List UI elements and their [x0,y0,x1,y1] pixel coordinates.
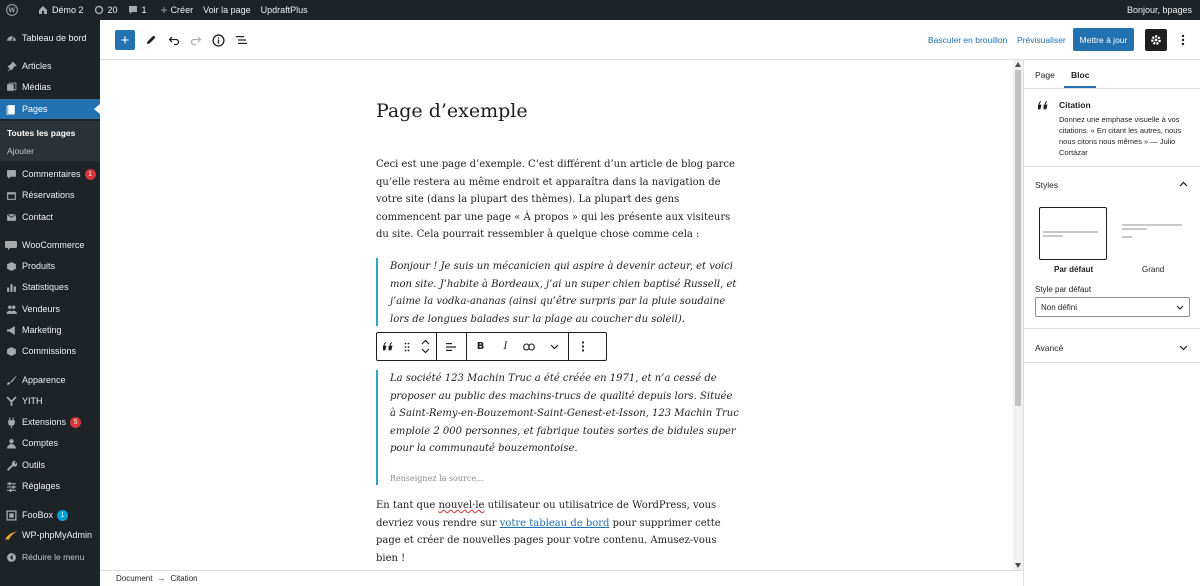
site-name-link[interactable] [33,0,89,20]
menu-label: Réduire le menu [22,552,85,562]
spellcheck-word: nouvel·le [438,500,485,511]
database-icon [0,530,22,541]
menu-woocommerce[interactable] [0,235,100,255]
italic-button[interactable]: I [503,341,508,352]
plugins-badge: 5 [70,417,81,428]
menu-stats[interactable] [0,277,100,297]
menu-products[interactable] [0,256,100,276]
yith-icon [0,396,22,407]
editor-toolbar [100,20,1200,60]
update-button[interactable]: Mettre à jour [1073,28,1134,51]
menu-users[interactable] [0,433,100,453]
menu-plugins[interactable] [0,412,100,432]
quote-icon[interactable] [377,333,400,360]
link-icon[interactable] [517,333,540,360]
undo-icon[interactable] [164,30,184,50]
menu-label: YITH [22,396,43,406]
redo-icon[interactable] [186,30,206,50]
updraft-link[interactable]: UpdraftPlus [260,5,308,15]
preview-line [1043,235,1063,237]
wp-logo[interactable] [0,0,27,20]
menu-label: Vendeurs [22,304,61,314]
preview-line [1122,224,1182,226]
menu-media[interactable] [0,77,100,97]
preview-line [1122,236,1132,238]
quote-text[interactable]: La société 123 Machin Truc a été créée en 1971, et n’a cessé de proposer au public des machins-trucs de qualité depuis lors. Située à Saint-Remy-en-Bouzemont-Saint-Genest-et-Isson, 123 Machin Truc emploie 2 000 personnes, et fabrique toutes sortes de bidules super pour la communauté bouzemontoise. [390,373,739,454]
menu-label: WP-phpMyAdmin [22,530,93,540]
select-value: Non défini [1041,303,1078,312]
chevron-down-icon [1176,305,1184,310]
menu-phpmyadmin[interactable] [0,525,100,545]
vendors-icon [0,304,22,315]
menu-label: Articles [22,61,52,71]
chevron-down-icon [1179,345,1188,351]
menu-label: Apparence [22,375,66,385]
foobox-badge: 1 [57,510,68,521]
foobox-icon [0,510,22,521]
preview-line [1122,228,1147,230]
menu-label: Commissions [22,346,77,356]
citation-placeholder[interactable]: Renseignez la source… [390,473,485,483]
view-page-link[interactable]: Voir la page [203,5,251,15]
collapse-menu[interactable] [0,547,100,567]
preview-button[interactable]: Prévisualiser [1017,35,1066,45]
admin-bar [0,0,1200,20]
list-view-icon[interactable] [231,30,251,50]
tabs-divider [1024,88,1200,89]
menu-dashboard[interactable] [0,28,100,48]
info-icon[interactable] [208,30,228,50]
menu-label: Réservations [22,190,75,200]
preview-line [1043,231,1098,233]
menu-label: Médias [22,82,52,92]
style-preview-default[interactable] [1039,207,1107,260]
menu-label: Extensions [22,417,67,427]
tab-block[interactable]: Bloc [1071,70,1090,80]
menu-tools[interactable] [0,455,100,475]
products-icon [0,261,22,272]
bold-button[interactable]: B [476,341,485,352]
wrench-icon [0,460,22,471]
quote-block-selected[interactable] [376,370,741,485]
breadcrumb-citation[interactable]: Citation [170,574,198,583]
home-icon [38,5,48,15]
menu-vendors[interactable] [0,299,100,319]
chevron-up-icon [421,339,430,345]
new-label: Créer [170,5,194,15]
submenu-add-page[interactable]: Ajouter [7,146,34,156]
style-default-label[interactable]: Par défaut [1054,265,1094,274]
block-card-description: Donnez une emphase visuelle à vos citations. « En citant les autres, nous nous citons nous mêmes » — Julio Cortázar [1059,115,1182,157]
style-preview-large[interactable] [1118,207,1186,260]
site-name: Démo 2 [52,5,84,15]
calendar-icon [0,190,22,201]
menu-contact[interactable] [0,207,100,227]
breadcrumb-document[interactable]: Document [116,574,153,583]
quote-text[interactable]: Bonjour ! Je suis un mécanicien qui aspire à devenir acteur, et voici mon site. J’habite à Bordeaux, j’ai un super chien baptisé Russell, et j’aime la vodka-ananas (ainsi qu’être surpris par la pluie soudaine lors de longues balades sur la plage au coucher du soleil). [390,261,737,325]
add-block-button[interactable]: + [115,30,135,50]
updates-count: 20 [107,5,118,15]
block-card-quote-icon [1038,101,1049,112]
svg-text:W: W [8,6,16,15]
admin-sidebar [0,20,100,586]
scroll-up-arrow-icon [1015,62,1021,67]
block-card-title: Citation [1059,100,1091,110]
pages-icon [0,104,22,115]
more-formats-chevron-icon[interactable] [540,333,568,360]
default-style-label: Style par défaut [1035,285,1092,294]
gear-icon [1150,34,1162,46]
new-content-link[interactable] [156,0,199,20]
settings-icon [0,481,22,492]
post-title[interactable]: Page d’exemple [376,100,528,122]
menu-comments[interactable] [0,164,100,184]
default-style-select[interactable] [1035,297,1190,317]
text-span: pour supprimer cette page et créer de nouvelles pages pour votre contenu. Amusez-vous bien ! [376,517,721,564]
stats-icon [0,282,22,293]
options-group [569,333,597,360]
more-options-icon[interactable] [1173,30,1193,50]
panel-divider [1024,166,1200,167]
megaphone-icon [0,325,22,336]
paragraph-block[interactable] [376,497,736,567]
menu-label: Marketing [22,325,62,335]
plus-icon: + [160,3,168,17]
commissions-icon [0,346,22,357]
collapse-icon [0,552,22,563]
submenu-all-pages[interactable]: Toutes les pages [7,128,76,138]
advanced-panel-title[interactable]: Avancé [1035,343,1064,353]
refresh-icon [94,5,104,15]
mail-icon [0,212,22,223]
menu-label: Comptes [22,438,59,448]
woocommerce-icon [0,240,22,250]
comments-count: 1 [141,5,147,15]
menu-commissions[interactable] [0,341,100,361]
format-group [467,333,569,360]
menu-articles[interactable] [0,56,100,76]
panel-divider [1024,362,1200,363]
editor-canvas [100,60,1013,570]
text-span: En tant que [376,500,439,511]
plugin-icon [0,417,22,428]
menu-marketing[interactable] [0,320,100,340]
pencil-icon[interactable] [141,30,161,50]
settings-sidebar [1023,60,1200,586]
quote-block[interactable] [376,258,741,326]
align-left-icon[interactable] [437,333,466,360]
dashboard-icon [0,33,22,44]
menu-label: Tableau de bord [22,33,87,43]
canvas-scrollbar[interactable] [1013,60,1023,570]
menu-label: Commentaires [22,169,81,179]
menu-label: Réglages [22,481,61,491]
move-up-down[interactable] [414,333,436,360]
comment-icon [128,5,138,15]
menu-reservations[interactable] [0,185,100,205]
scroll-thumb[interactable] [1015,70,1021,406]
comments-badge: 1 [85,169,96,180]
comments-link[interactable] [123,0,152,20]
align-group [437,333,467,360]
text-span: utilisateur ou utilisatrice de WordPress, vous devriez vous rendre sur [376,500,717,529]
styles-panel-title[interactable]: Styles [1035,180,1059,190]
brush-icon [0,375,22,386]
block-options-icon[interactable] [569,333,597,360]
menu-label: Pages [22,104,48,114]
scroll-down-arrow-icon [1015,563,1021,568]
settings-toggle-button[interactable] [1145,29,1167,51]
switch-to-draft-button[interactable]: Basculer en brouillon [928,35,1008,45]
menu-appearance[interactable] [0,370,100,390]
block-type-group [377,333,437,360]
block-toolbar [376,332,607,361]
menu-settings[interactable] [0,476,100,496]
drag-handle-icon[interactable] [400,333,414,360]
chevron-down-icon [421,348,430,354]
menu-pages[interactable] [0,99,100,119]
menu-label: Contact [22,212,54,222]
menu-foobox[interactable] [0,505,100,525]
chevron-up-icon [1179,181,1188,187]
menu-yith[interactable] [0,391,100,411]
menu-label: WooCommerce [22,240,85,250]
paragraph-block[interactable]: Ceci est une page d’exemple. C’est différent d’un article de blog parce qu’elle restera au même endroit et apparaîtra dans la navigation de votre site (dans la plupart des thèmes). La plupart des gens commencent par une page « À propos » qui les présente aux visiteurs du site. Cela pourrait ressembler à quelque chose comme cela : [376,159,735,240]
tab-page[interactable]: Page [1035,70,1055,80]
account-greeting[interactable]: Bonjour, bpages [1126,5,1192,15]
breadcrumb [100,570,1023,586]
breadcrumb-arrow: → [157,574,166,583]
menu-label: Statistiques [22,282,69,292]
comments-icon [0,169,22,180]
pages-submenu [0,121,100,161]
style-large-label[interactable]: Grand [1142,265,1165,274]
panel-divider [1024,328,1200,329]
dashboard-link[interactable]: votre tableau de bord [499,517,610,529]
menu-label: Produits [22,261,56,271]
users-icon [0,438,22,449]
pin-icon [0,61,22,72]
media-icon [0,82,22,93]
menu-label: FooBox [22,510,54,520]
updates-link[interactable] [89,0,123,20]
menu-label: Outils [22,460,46,470]
